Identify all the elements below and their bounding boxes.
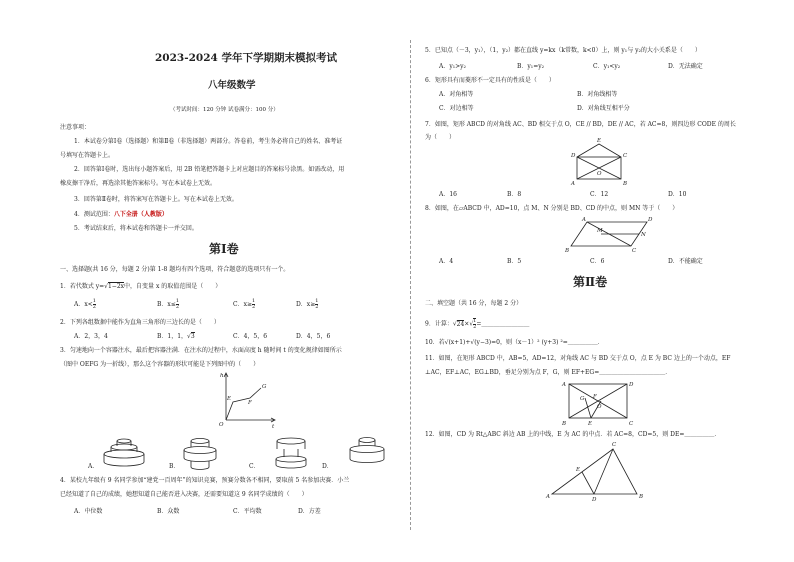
exam-subtitle: 八年级数学 [208,80,256,91]
q10-text: 10．若√(x+1)+√(y−3)=0，则（x－1）² (y+3) ²=＿＿＿＿＿． [425,339,604,346]
fraction-numerator: 1 [175,298,180,304]
q1-option-d-text: D．x≥ [296,301,316,308]
q9-equals: = [476,320,482,328]
q12-label-e: E [576,467,581,473]
fraction-numerator: 1 [252,298,256,304]
q8-label-d: D [648,217,653,223]
q3-option-c[interactable]: C． [249,463,260,470]
q1-stem-a: 1．若代数式 y= [60,283,105,290]
q6-option-b[interactable]: B．对角线相等 [577,91,618,98]
q4-option-c[interactable]: C．平均数 [233,508,262,515]
q7-label-e: E [597,138,602,144]
q7-option-c[interactable]: C．12 [590,191,609,198]
q12-label-a: A [546,494,550,500]
q5-option-a[interactable]: A．y₁>y₂ [439,63,466,70]
note-2: 2．回答第Ⅰ卷时，选出每小题答案后，用 2B 铅笔把答题卡上对应题目的答案标号涂黑。如需改动，用 [74,166,345,173]
q3-container-b [184,439,216,470]
q8-label-a: A [582,217,586,223]
right-column [425,0,770,562]
q6-option-a[interactable]: A．对角相等 [439,91,474,98]
q7-label-d: D [571,153,576,159]
q12-label-b: B [639,494,644,500]
q9-radicand: 24 [456,320,465,328]
note-4-label: 4．测试范围： [74,211,114,218]
q3-label-h: h [220,373,224,379]
q5-option-b[interactable]: B．y₁=y₂ [517,63,545,70]
sqrt-sign: √ [452,320,457,328]
q6-stem: 6．矩形具有而菱形不一定具有的性质是（ ） [425,77,555,84]
q11-label-o: O [597,404,602,410]
note-3: 3．回答第Ⅱ卷时，将答案写在答题卡上。写在本试卷上无效。 [74,196,238,203]
q6-option-d[interactable]: D．对角线互相平分 [577,105,630,112]
q9-times: × [464,320,470,328]
q11-figure [561,382,634,427]
note-2-cont: 橡皮擦干净后，再选涂其他答案标号。写在本试卷上无效。 [60,180,217,187]
note-1: 1．本试卷分第Ⅰ卷（选择题）和第Ⅱ卷（非选择题）两部分。答卷前，考生务必将自己的姓名、准考证 [74,138,343,145]
q11-label-f: F [593,394,597,400]
sqrt-sign: √ [187,333,191,340]
q2-stem: 2．下列各组数据中能作为直角三角形的三边长的是（ ） [60,319,220,326]
q5-option-d[interactable]: D．无法确定 [668,63,703,70]
q3-label-t: t [272,424,275,430]
q3-label-o: O [219,422,224,428]
q11-label-e: E [588,421,593,427]
fraction-denominator: 2 [175,304,180,310]
q7-option-a[interactable]: A．16 [439,191,457,198]
q3-container-d [350,438,384,463]
q9-blank: ＿＿＿＿＿＿＿＿ [481,320,530,328]
right-figures [425,0,770,562]
q3-option-b[interactable]: B． [169,463,180,470]
q12-text: 12．如图，CD 为 Rt△ABC 斜边 AB 上的中线，E 为 AC 的中点．若 AC=8，CD=5，则 DE=＿＿＿＿＿． [425,431,721,438]
part2-heading: 第Ⅱ卷 [573,275,608,289]
q4-stem-1: 4．某校九年级有 9 名同学参加“建党一百周年”的知识竞赛，预赛分数各不相同，要取前 5 名参加决赛．小兰 [60,477,350,484]
q7-cede [577,144,621,157]
q1-radicand: 1−2x [107,283,125,290]
q7-label-c: C [623,153,628,159]
q9-label: 9．计算： [425,320,453,328]
q8-option-c[interactable]: C．6 [590,258,605,265]
q2-option-a[interactable]: A．2，3，4 [74,333,108,340]
notes-heading: 注意事项： [60,124,91,131]
note-1-cont: 号填写在答题卡上。 [60,152,115,159]
q5-option-c[interactable]: C．y₁<y₂ [593,63,621,70]
scope-highlight: 八下全册（人教版） [113,211,168,218]
q12-label-d: D [592,497,597,503]
q7-label-o: O [597,171,602,177]
q8-option-b[interactable]: B．5 [507,258,522,265]
q11-label-b: B [562,421,567,427]
exam-info: （考试时间：120 分钟 试卷满分：100 分） [170,107,279,113]
q2-radicand: 3 [190,333,195,340]
q12-figure [545,442,643,503]
q6-option-c[interactable]: C．对边相等 [439,105,474,112]
q3-label-g: G [262,384,267,390]
q3-container-a [104,439,144,466]
exam-title: 2023-2024 学年下学期期末模拟考试 [155,52,337,64]
q4-option-d[interactable]: D．方差 [298,508,321,515]
q12-triangle [552,449,637,494]
q7-option-d[interactable]: D．10 [668,191,687,198]
left-column [60,0,395,562]
q2-option-c[interactable]: C．4，5，6 [233,333,268,340]
q8-label-m: M [597,228,603,234]
q8-option-a[interactable]: A．4 [439,258,454,265]
sqrt-sign: √ [469,320,474,328]
part1-heading: 第Ⅰ卷 [209,242,239,256]
q3-option-d[interactable]: D． [322,463,333,470]
part2-instruction: 二、填空题（共 16 分，每题 2 分） [425,300,523,307]
q3-container-c [276,438,306,468]
q11-line-1: 11．如图，在矩形 ABCD 中，AB=5，AD=12，对角线 AC 与 BD 交于点 O，点 E 为 BC 边上的一个动点，EF [425,355,731,362]
q3-stem-1: 3．匀速地向一个容器注水，最后把容器注满．在注水的过程中，水面高度 h 随时间 t 的变化规律如图所示 [60,347,342,354]
q3-stem-2: （图中 OEFG 为一折线），那么这个容器的形状可能是下列图中的（ ） [60,361,260,368]
q3-curve [226,388,261,420]
q12-segment-de [582,472,594,494]
q8-label-b: B [565,248,570,254]
q5-stem: 5．已知点（－3，y₁），（1，y₂）都在直线 y=kx（k常数，k<0）上，则 y₁与 y₂的大小关系是（ ） [425,47,701,54]
q11-label-g: G [580,396,585,402]
fraction-denominator: 2 [92,304,96,310]
fraction-denominator: 2 [252,304,256,310]
q7-figure [570,138,628,187]
fraction-denominator: 2 [315,304,319,310]
q8-stem: 8．如图，在▱ABCD 中，AD=10，点 M、N 分别是 BD、CD 的中点，则 MN 等于（ ） [425,205,679,212]
q2-option-d[interactable]: D．4，5，6 [296,333,331,340]
column-divider [410,40,411,530]
q2-option-b-text: B．1，1， [157,333,188,340]
q11-label-a: A [562,382,566,388]
q7-option-b[interactable]: B．8 [507,191,522,198]
fraction-denominator: 2 [473,324,477,330]
q8-figure [564,217,653,254]
q11-line-2: ⊥AC，EF⊥AC，EG⊥BD，垂足分别为点 F，G，则 EF+EG=＿＿＿＿＿＿＿＿＿＿＿． [425,369,672,376]
fraction-numerator: 1 [315,298,319,304]
q8-label-n: N [641,232,646,238]
q3-option-a[interactable]: A． [88,463,99,470]
q7-stem-2: 为（ ） [425,134,456,141]
q3-label-f: F [248,400,252,406]
q8-label-c: C [632,248,637,254]
q7-stem-1: 7．如图，矩形 ABCD 的对角线 AC、BD 相交于点 O，CE // BD，DE // AC，若 AC=8，则四边形 CODE 的周长 [425,121,736,128]
q4-option-a[interactable]: A．中位数 [74,508,103,515]
q7-label-a: A [571,181,575,187]
q3-label-e: E [227,396,232,402]
fraction-numerator: 1 [473,318,477,324]
q4-option-b[interactable]: B．众数 [157,508,180,515]
note-5: 5．考试结束后，将本试卷和答题卡一并交回。 [74,225,198,232]
q1-option-b-text: B．x≤ [157,301,176,308]
q11-label-d: D [629,382,634,388]
part1-instruction: 一、选择题(共 16 分，每题 2 分)第 1-8 题均有四个选项，符合题意的选项只有一个。 [60,266,290,273]
fraction-numerator: 1 [92,298,96,304]
q7-label-b: B [623,181,628,187]
q4-stem-2: 已经知道了自己的成绩，她想知道自己能否进入决赛，还需要知道这 9 名同学成绩的（ ） [60,491,308,498]
sqrt-sign: √ [104,283,108,290]
q1-option-c-text: C．x≥ [233,301,253,308]
q1-option-a-text: A．x< [74,301,93,308]
q11-label-c: C [629,421,634,427]
q8-option-d[interactable]: D．不能确定 [668,258,703,265]
q1-stem-b: 中，自变量 x 的取值范围是（ ） [124,283,222,290]
q12-label-c: C [612,442,617,448]
